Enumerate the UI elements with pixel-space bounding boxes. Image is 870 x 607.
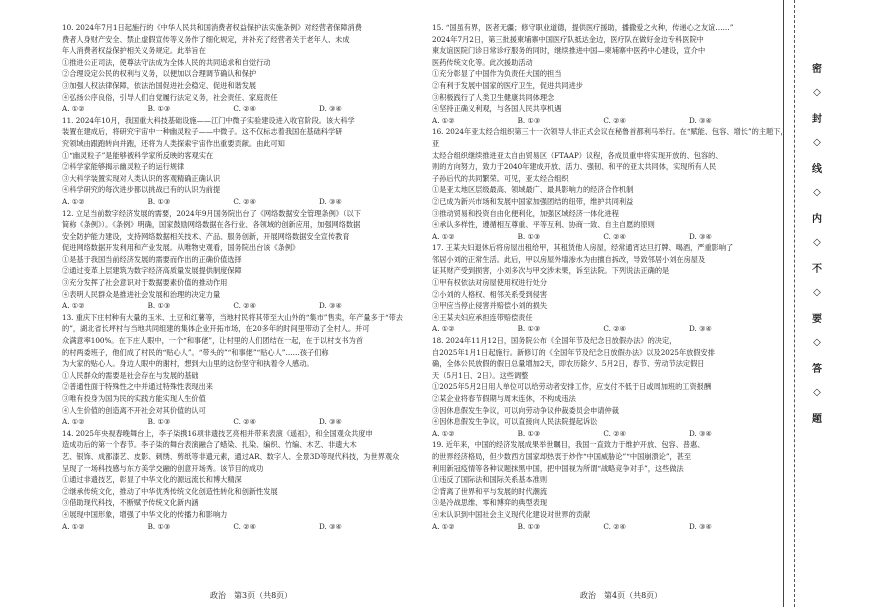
answer-options bbox=[62, 416, 342, 428]
question-line: ③唯有投身为国为民的实践方能实现人生价值 bbox=[62, 394, 206, 403]
answer-option: B. ①③ bbox=[147, 196, 171, 206]
question-line: ①是基于我国当前经济发展的需要而作出的正确价值选择 bbox=[62, 254, 242, 264]
question-line: ④因休息假发生争议，可以直接向人民法院提起诉讼 bbox=[432, 417, 598, 427]
question-line: 呈现了一场科技感与东方美学交融的创意开场秀。该节目的成功 bbox=[62, 463, 264, 473]
answer-option: B. ①③ bbox=[517, 428, 541, 438]
question-line: ②小刘的人格权、相邻关系受到侵害 bbox=[432, 289, 548, 299]
question-line: ④表明人民群众是推进社会发展和治理的决定力量 bbox=[62, 289, 221, 299]
seal-char: 封 bbox=[812, 114, 822, 125]
answer-option: D. ③④ bbox=[689, 231, 712, 241]
question-line: ②科学家能够揭示幽灵粒子的运行规律 bbox=[62, 162, 185, 172]
answer-option: C. ②④ bbox=[603, 521, 627, 531]
question-line: ①推进公正司法，使尊法守法成为全体人民的共同追求和自觉行动 bbox=[62, 57, 271, 67]
question-line: 则的方向努力，致力于2040年建成开放、活力、强韧、和平的亚太共同体，实现所有人民 bbox=[432, 162, 717, 172]
question-line: 为大家的贴心人。身边人眼中的谢村，想到大山里的这份坚守和执着令人感动。 bbox=[62, 359, 314, 369]
answer-option: B. ①③ bbox=[517, 324, 541, 334]
answer-option: D. ③④ bbox=[689, 115, 712, 125]
question-line: 11. 2024年10月，我国重大科技基础设施——江门中微子实验建设进入收官阶段。该大科学 bbox=[62, 115, 355, 125]
question-line: ②已成为新兴市场和发展中国家加强团结的纽带，维护共同利益 bbox=[432, 196, 634, 206]
question-line: 的村两委班子，他们成了村民的“贴心人”。“带头的”“和事佬”“贴心人”……孩子们称 bbox=[62, 347, 329, 357]
seal-char: 答 bbox=[812, 364, 822, 375]
question-line: ③充分发挥了社会意识对于数据要素价值的推动作用 bbox=[62, 278, 228, 288]
question bbox=[62, 208, 422, 312]
question-line: 太经合组织继续推进亚太自由贸易区（FTAAP）议程，各成员重申将实现开放的、包容的、 bbox=[432, 150, 723, 160]
question-line: 12. 立足当前数字经济发展的需要，2024年9月国务院出台了《网络数据安全管理条例》（以下 bbox=[62, 208, 361, 218]
question bbox=[432, 22, 788, 126]
seal-char: ◇ bbox=[813, 337, 821, 348]
question-line: 子孙后代的共同繁荣。可见，亚太经合组织 bbox=[432, 173, 569, 183]
question-line: 10. 2024年7月1日起施行的《中华人民共和国消费者权益保护法实施条例》对经营者保障消费 bbox=[62, 23, 362, 32]
answer-option: B. ①③ bbox=[517, 231, 541, 241]
answer-option: A. ①② bbox=[432, 324, 455, 334]
question-line: 邻居小刘的正常生活。此后，甲以房屋外墙渗水为由擅自拆改，导致邻居小刘在房屋及 bbox=[432, 254, 706, 264]
question-line: 13. 重庆下庄村种有大量的玉米、土豆和红薯等，当地村民将其带至大山外的“集市”售卖，年产量多于“带去 bbox=[62, 312, 403, 322]
answer-option: A. ①② bbox=[432, 115, 455, 125]
question-line: 18. 2024年11月12日，国务院公布《全国年节及纪念日放假办法》的决定， bbox=[432, 336, 677, 346]
answer-option: C. ②④ bbox=[603, 324, 627, 334]
question-line: ③因休息假发生争议，可以向劳动争议仲裁委员会申请仲裁 bbox=[432, 405, 619, 415]
seal-char: 要 bbox=[812, 314, 822, 325]
answer-option: D. ③④ bbox=[319, 301, 342, 311]
question bbox=[432, 439, 788, 532]
question-line: ④未认识到中国社会主义现代化建设对世界的贡献 bbox=[432, 509, 591, 519]
seal-text bbox=[812, 60, 822, 425]
question-line: ④弘扬公序良俗，引导人们自觉履行法定义务，社会责任、家庭责任 bbox=[62, 92, 278, 102]
seal-char: ◇ bbox=[813, 87, 821, 98]
answer-option: A. ①② bbox=[62, 104, 85, 114]
question-line: ③是冷战思维、零和博弈的典型表现 bbox=[432, 498, 548, 508]
question-line: 众满意率100%。在下庄人眼中，一个“和事佬”，让村里的人们团结在一起，在于以村支书为首 bbox=[62, 336, 364, 346]
question-line: ①甲有权依法对房屋使用权进行处分 bbox=[432, 278, 548, 288]
answer-options bbox=[432, 115, 712, 127]
question-line: ①“幽灵粒子”是能够被科学家所反映的客观实在 bbox=[62, 150, 214, 160]
question-line: 16. 2024年亚太经合组织第三十一次领导人非正式会议在秘鲁首都利马举行。在“赋能、包容、增长”的主题下，亚 bbox=[432, 127, 788, 148]
question-line: ④坚持正确义利观，与各国人民共享机遇 bbox=[432, 104, 562, 114]
question-line: ④王某夫妇应承担连带赔偿责任 bbox=[432, 312, 533, 322]
question-line: 利用新冠疫情等各种议题抹黑中国，把中国视为所谓“战略竞争对手”，这些做法 bbox=[432, 463, 684, 473]
question bbox=[62, 22, 422, 115]
question-line: ①通过非遗技艺，彰显了中华文化的源远流长和博大精深 bbox=[62, 475, 242, 485]
answer-option: C. ②④ bbox=[603, 231, 627, 241]
seal-char: ◇ bbox=[813, 187, 821, 198]
question-line: 医药传统文化等。此次援助活动 bbox=[432, 57, 533, 67]
answer-option: C. ②④ bbox=[233, 196, 257, 206]
answer-option: B. ①③ bbox=[147, 104, 171, 114]
answer-option: D. ③④ bbox=[319, 196, 342, 206]
question-line: 证其财产受到损害，小刘多次与甲交涉未果，诉至法院。下列说法正确的是 bbox=[432, 266, 670, 276]
answer-options bbox=[432, 428, 712, 440]
answer-option: D. ③④ bbox=[319, 417, 342, 427]
question bbox=[432, 126, 788, 242]
seal-char: 线 bbox=[812, 164, 822, 175]
question bbox=[432, 335, 788, 439]
answer-options bbox=[432, 231, 712, 243]
answer-option: B. ①③ bbox=[147, 521, 171, 531]
question-line: 自2025年1月1日起施行。新修订的《全国年节及纪念日放假办法》以及2025年放假安排 bbox=[432, 347, 715, 357]
question-line: ④展现中国形象，增强了中华文化的传播力和影响力 bbox=[62, 509, 228, 519]
question bbox=[62, 428, 422, 532]
question-line: 确，全体公民放假的假日总量增加2天，即农历除夕、5月2日，春节、劳动节法定假日 bbox=[432, 359, 705, 369]
answer-option: D. ③④ bbox=[689, 428, 712, 438]
answer-options bbox=[62, 196, 342, 208]
question-line: ①人民群众的需要是社会存在与发展的基础 bbox=[62, 370, 199, 380]
question-line: ④承认多样性，遵循相互尊重、平等互利、协商一致、自主自愿的原则 bbox=[432, 220, 655, 230]
question bbox=[432, 242, 788, 335]
answer-option: A. ①② bbox=[432, 231, 455, 241]
answer-options bbox=[62, 103, 342, 115]
question-line: 促进网络数据开发利用和产业发展。从唯物史观看，国务院出台该《条例》 bbox=[62, 243, 300, 253]
answer-option: A. ①② bbox=[62, 196, 85, 206]
question-line: ①2025年5月2日用人单位可以给劳动者安排工作，应支付不低于日或周加班的工资报酬 bbox=[432, 382, 712, 392]
question-line: 17. 王某夫妇退休后将房屋出租给甲，其租赁他人房屋，经常通宵达旦打牌、喝酒，严重影响了 bbox=[432, 243, 734, 253]
page-footer-right: 政治 第4页（共8页） bbox=[580, 591, 663, 600]
question-line: 费者人身财产安全、禁止虚假宣传等义务作了细化规定，并补充了经营者关于老年人、未成 bbox=[62, 34, 350, 44]
seal-char: 密 bbox=[812, 64, 822, 75]
question-line: 装置在建成后，将研究宇宙中一种幽灵粒子——中微子。这不仅标志着我国在基础科学研 bbox=[62, 127, 343, 137]
question-line: 天（5月1日、2日）。这些调整 bbox=[432, 370, 529, 380]
seal-char: ◇ bbox=[813, 237, 821, 248]
question-line: ②合理设定公民的权利与义务，以便加以合理调节确认和保护 bbox=[62, 69, 257, 79]
answer-option: D. ③④ bbox=[319, 521, 342, 531]
question-line: 年人消费者权益保护相关义务规定。此举旨在 bbox=[62, 46, 206, 56]
question-line: ②通过变革上层建筑为数字经济高质量发展提供制度保障 bbox=[62, 266, 242, 276]
answer-options bbox=[62, 521, 342, 533]
question-line: 简称《条例》）。《条例》明确，国家鼓励网络数据在各行业、各领域的创新应用，加强网络数据 bbox=[62, 220, 361, 230]
answer-option: C. ②④ bbox=[233, 521, 257, 531]
question-line: 的”，湖北省长坪村与当地共同组建的集体企业开拓市场，在20多年的时间里带动了全村人。并可 bbox=[62, 324, 370, 334]
question-line: 14. 2025年央视春晚舞台上，李子柒携16项非遗技艺亮相并带来表演《遥祖》，和全国观众共度申 bbox=[62, 428, 373, 438]
seal-char: 不 bbox=[812, 264, 822, 275]
question-line: ④人生价值的创造离不开社会对其价值的认可 bbox=[62, 405, 206, 415]
question-line: 柬友谊医院门诊日常诊疗服务的同时，继续推进中国—柬埔寨中医药中心建设，宣介中 bbox=[432, 46, 706, 56]
answer-option: C. ②④ bbox=[233, 417, 257, 427]
page-footer-left: 政治 第3页（共8页） bbox=[210, 591, 293, 600]
question-line: ②普通性面于特殊性之中并通过特殊性表现出来 bbox=[62, 382, 213, 392]
answer-option: B. ①③ bbox=[147, 301, 171, 311]
answer-option: B. ①③ bbox=[517, 115, 541, 125]
question-line: ③积极践行了人类卫生健康共同体理念 bbox=[432, 92, 555, 102]
question-line: ①充分彰显了中国作为负责任大国的担当 bbox=[432, 69, 562, 79]
question-line: 艺、银饰、成都漆艺、皮影、刺绣、剪纸等非遗元素，通过AR、数字人、全景3D等现代科技，为世界观众 bbox=[62, 451, 400, 461]
question-line: 2024年7月2日，第三批援柬埔寨中国医疗队抵达金边，医疗队在做好金边专科医院中 bbox=[432, 34, 704, 44]
question-line: 安全防护能力建设，支持网络数据相关技术、产品、服务创新，开展网络数据安全宣传教育 bbox=[62, 231, 350, 241]
answer-options bbox=[62, 300, 342, 312]
answer-option: A. ①② bbox=[62, 301, 85, 311]
seal-char: ◇ bbox=[813, 387, 821, 398]
seal-char: 题 bbox=[812, 414, 822, 425]
question-line: ①是亚太地区层级最高、领域最广、最具影响力的经济合作机制 bbox=[432, 185, 634, 195]
answer-options bbox=[432, 323, 712, 335]
question-line: ②背离了世界和平与发展的时代潮流 bbox=[432, 486, 548, 496]
right-column bbox=[432, 22, 788, 532]
question-line: ③推动贸易和投资自由化便利化，加强区域经济一体化进程 bbox=[432, 208, 619, 218]
question-line: ②有利于发展中国家的医疗卫生，促进共同进步 bbox=[432, 80, 583, 90]
question-line: ③借助现代科技，不断赋予传统文化新内涵 bbox=[62, 498, 199, 508]
question-line: 15. “国虽有界，医者无疆；修守职业道德，提供医疗援助，播撒爱之火种，传递心之友谊……” bbox=[432, 23, 734, 32]
answer-option: A. ①② bbox=[62, 521, 85, 531]
answer-option: A. ①② bbox=[432, 428, 455, 438]
answer-option: D. ③④ bbox=[689, 521, 712, 531]
left-column bbox=[62, 22, 422, 532]
seal-line-margin bbox=[783, 0, 870, 607]
answer-option: A. ①② bbox=[62, 417, 85, 427]
answer-options bbox=[432, 521, 712, 533]
answer-option: D. ③④ bbox=[319, 104, 342, 114]
question-line: ③大科学装置实现对人类认识的客观精确正确认识 bbox=[62, 173, 221, 183]
question-line: 的世界经济格局，但少数西方国家却热衷于炒作“中国威胁论”“中国崩溃论”，甚至 bbox=[432, 451, 692, 461]
answer-option: D. ③④ bbox=[689, 324, 712, 334]
question bbox=[62, 115, 422, 208]
question-line: 19. 近年来，中国的经济发展成果举世瞩目，我国一直致力于维护开放、包容、普惠、 bbox=[432, 440, 705, 450]
question-line: ②某企业将春节假期与周末连休，不构成违法 bbox=[432, 394, 576, 403]
question-line: 造成功后的第一个春节。李子柒的舞台表演融合了蜡染、扎染、编织、竹编、木艺、非遗大木 bbox=[62, 440, 357, 450]
seal-char: 内 bbox=[812, 214, 822, 225]
answer-option: C. ②④ bbox=[603, 428, 627, 438]
answer-option: B. ①③ bbox=[147, 417, 171, 427]
seal-char: ◇ bbox=[813, 287, 821, 298]
seal-dashed-line bbox=[794, 0, 795, 607]
question-line: ①违反了国际法和国际关系基本准则 bbox=[432, 475, 548, 485]
question-line: ④科学研究的每次进步都以挑战已有的认识为前提 bbox=[62, 185, 221, 195]
question-line: ③加强人权法律保障，依法治国促进社会稳定、促进和谐发展 bbox=[62, 80, 257, 90]
answer-option: C. ②④ bbox=[233, 104, 257, 114]
answer-option: B. ①③ bbox=[517, 521, 541, 531]
seal-char: ◇ bbox=[813, 137, 821, 148]
question bbox=[62, 312, 422, 428]
answer-option: A. ①② bbox=[432, 521, 455, 531]
question-line: 究领域由跟跑转向并跑，还将为人类探索宇宙作出重要贡献。由此可知 bbox=[62, 138, 285, 148]
answer-option: C. ②④ bbox=[233, 301, 257, 311]
question-line: ②继承传统文化，推动了中华优秀传统文化创造性转化和创新性发展 bbox=[62, 486, 278, 496]
answer-option: C. ②④ bbox=[603, 115, 627, 125]
question-line: ③甲应当停止侵害并赔偿小刘的损失 bbox=[432, 301, 548, 311]
